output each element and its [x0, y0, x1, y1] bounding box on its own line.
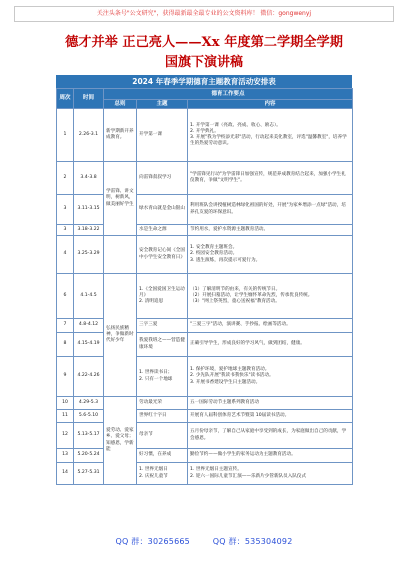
table-row-content: "三爱三字"活动，演讲赛、手抄报、绘画等活动。: [188, 319, 353, 333]
table-row-content: 1. 世界无烟日主题宣传。 2. 迎六一国际儿童节汇演——乐新片少管新队员入队仪式: [188, 463, 353, 485]
table-row-week: 3: [57, 225, 74, 236]
table-row-theme: 1. 世界读书日； 2. 只有一个地球: [137, 357, 188, 397]
table-row-week: 4: [57, 236, 74, 274]
top-banner: 关注头条号"公文研究"，获得最新最全最专业的公文资料库！ 微信：gongwenyj: [14, 6, 394, 22]
table-row-theme: 三字三爱: [137, 319, 188, 333]
table-row-content: 利用班队会讲授植树造林绿化祖国的好处，开展"为家乡增添一点绿"活动，培养孔友爱的环保意识。: [188, 195, 353, 225]
header-time: 时间: [74, 89, 104, 109]
table-row-theme: 好习惯，在养成: [137, 449, 188, 463]
table-row-theme: 1. 世界无烟日 2. 庆祝儿童节: [137, 463, 188, 485]
header-overall: 总则: [104, 100, 137, 109]
header-content: 内容: [188, 100, 353, 109]
table-row-time: 4.29-5.3: [74, 397, 104, 410]
table-row-theme: 绿水青山就是金山银山: [137, 195, 188, 225]
table-row-week: 2: [57, 162, 74, 195]
table-row-week: 7: [57, 319, 74, 333]
table-row-week: 8: [57, 333, 74, 357]
header-group: 德育工作要点: [104, 89, 353, 100]
table-row-week: 9: [57, 357, 74, 397]
footer-qq-group-2: QQ 群：535304092: [212, 537, 293, 546]
table-row-time: 3.18-3.22: [74, 225, 104, 236]
table-row-week: 10: [57, 397, 74, 410]
table-row-theme: 开学第一课: [137, 109, 188, 162]
table-row-theme: 1.《全国爱国卫生运动月》 2. 清明追思: [137, 274, 188, 319]
overall-group-1: 新学期新开养成教育。: [104, 109, 137, 162]
table-row-theme: 劳动最光荣: [137, 397, 188, 410]
table-row-time: 4.15-4.19: [74, 333, 104, 357]
table-row-theme: 母亲节: [137, 423, 188, 449]
table-row-week: 11: [57, 410, 74, 423]
header-week: 周次: [57, 89, 74, 109]
table-row-time: 4.22-4.26: [74, 357, 104, 397]
table-row-time: 3.4-3.8: [74, 162, 104, 195]
table-row-content: 开展育人届科创体育艺术节暨第 10届读书活动。: [188, 410, 353, 423]
table-row-time: 5.27-5.31: [74, 463, 104, 485]
table-row-content: 勤俭节约——做小学生的家务运动为主题教育活动。: [188, 449, 353, 463]
table-row-week: 13: [57, 449, 74, 463]
header-theme: 主题: [137, 100, 188, 109]
table-row-week: 1: [57, 109, 74, 162]
table-row-content: "学雷锋见行动"为学雷锋日加强宣传，规范养成教育结合起来，加强小学生礼仪教育，争做"文明学生"。: [188, 162, 353, 195]
overall-group-2: 学雷锋、讲文明，树新风，做美丽好学生: [104, 162, 137, 236]
table-row-time: 2.26-3.1: [74, 109, 104, 162]
table-row-content: 1. 安全教育主题班会。 2. 校园安全教育活动。 3. 逃生演练，再次提示可爱行为。: [188, 236, 353, 274]
table-row-week: 12: [57, 423, 74, 449]
overall-empty-cell: [104, 236, 137, 274]
table-row-time: 5.13-5.17: [74, 423, 104, 449]
table-title: 2024 年春季学期德育主题教育活动安排表: [56, 75, 352, 88]
page-subtitle: 国旗下演讲稿: [164, 55, 243, 70]
table-row-content: （1）了解清明节的由来，有关的传统节日。 （2）开展扫墓活动，让学生缅怀革命先烈，传承优良传统。 （3）"网上祭英烈，童心送祝福"教育活动。: [188, 274, 353, 319]
table-row-time: 4.8-4.12: [74, 319, 104, 333]
table-row-time: 3.11-3.15: [74, 195, 104, 225]
table-row-content: 1. 开学第一课（亮政、亮成、收心、励志）。 2. 开学典礼。 3. 开展"我为学校添光彩"活动，行动起来美化教室，评选"温馨教室"，培养学生的热爱劳动意识。: [188, 109, 353, 162]
overall-group-4: 爱劳动、爱家乡、爱父母；知感恩，学新能: [104, 397, 137, 485]
table-row-content: 正确引导学生，形成良好的学习风气，做到团结，健康。: [188, 333, 353, 357]
table-row-time: 5.20-5.24: [74, 449, 104, 463]
table-row-content: 五一国际劳动节主题系列教育活动: [188, 397, 353, 410]
table-row-theme: 我爱我班之——营造健康环境: [137, 333, 188, 357]
table-row-content: 五月份母亲节，了解自己从家庭中享受到的成长，为家庭做出自己的贡献，学会感恩。: [188, 423, 353, 449]
table-row-time: 5.6-5.10: [74, 410, 104, 423]
table-row-content: 节约用水，爱护水资源主题教育活动。: [188, 225, 353, 236]
table-row-theme: 向雷锋叔叔学习: [137, 162, 188, 195]
footer-qq-group-1: QQ 群：30265665: [115, 537, 190, 546]
table-row-theme: 水是生命之源: [137, 225, 188, 236]
footer: [0, 536, 408, 547]
table-row-week: 3: [57, 195, 74, 225]
table-row-theme: 安全教育记心间《全国中小学生安全教育日》: [137, 236, 188, 274]
page-title: 德才并举 正己亮人——Xx 年度第二学期全学期: [65, 35, 343, 50]
table-row-time: 3.25-3.29: [74, 236, 104, 274]
table-row-time: 4.1-4.5: [74, 274, 104, 319]
table-row-week: 14: [57, 463, 74, 485]
table-row-content: 1. 保护环境，爱护地球主题教育活动。 2. 少先队开展"我读书我快乐"读书活动。 3. 开展书香建设学生日主题活动。: [188, 357, 353, 397]
schedule-table: [56, 88, 353, 485]
table-row-theme: 世界红十字日: [137, 410, 188, 423]
overall-group-3: 弘扬民族精神，争做新时代好少年: [104, 274, 137, 397]
table-row-week: 6: [57, 274, 74, 319]
